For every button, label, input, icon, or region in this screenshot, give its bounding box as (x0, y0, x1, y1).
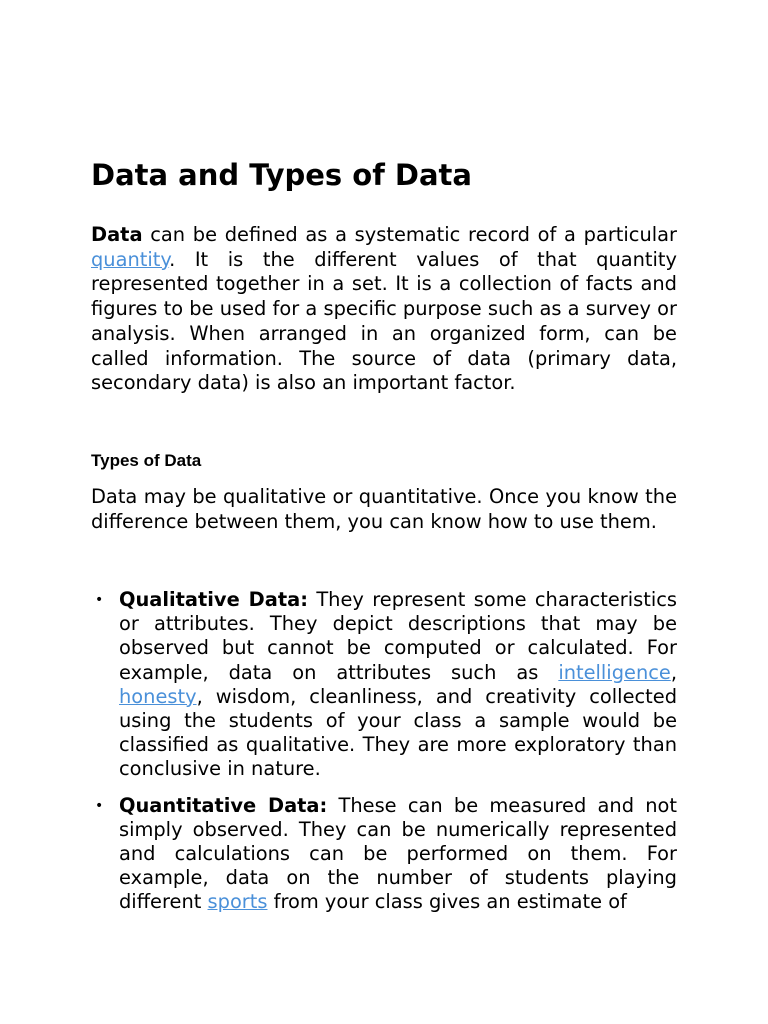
types-intro-paragraph: Data may be qualitative or quantitative. Once you know the difference between them, you can know how to use them. (91, 485, 677, 533)
qualitative-text-1: They represent some characteristics or attributes. They depict descriptions that may be observed but cannot be computed or calculated. For example, data on attributes such as (119, 588, 677, 684)
page-title: Data and Types of Data (91, 158, 472, 192)
sports-link[interactable]: sports (207, 890, 268, 914)
bullet-icon: • (95, 592, 104, 608)
intro-text-after-link: . It is the different values of that quantity represented together in a set. It is a collection of facts and figures to be used for a specific purpose such as a survey or analysis. When arranged in an organized form, can be called information. The source of data (primary data, secondary data) is also an important factor. (91, 247, 677, 395)
intro-paragraph (91, 223, 677, 396)
intro-lead-bold: Data (91, 223, 143, 246)
list-item-quantitative (91, 794, 677, 915)
quantity-link[interactable]: quantity (91, 247, 170, 271)
quantitative-label: Quantitative Data: (119, 793, 328, 817)
quantitative-text-1: These can be measured and not simply observed. They can be numerically represented and calculations can be performed on them. For example, data on the number of students playing different (119, 793, 678, 914)
qualitative-separator: , (670, 660, 677, 684)
qualitative-label: Qualitative Data: (119, 588, 308, 611)
types-list (91, 588, 677, 915)
bullet-icon: • (95, 797, 104, 814)
honesty-link[interactable]: honesty (119, 684, 197, 708)
types-heading: Types of Data (91, 451, 202, 470)
list-item-qualitative (91, 588, 677, 782)
intelligence-link[interactable]: intelligence (558, 660, 671, 684)
quantitative-text-2: from your class gives an estimate of (267, 890, 627, 914)
intro-text-before-link: can be defined as a systematic record of a particular (142, 223, 677, 246)
qualitative-text-2: , wisdom, cleanliness, and creativity collected using the students of your class a sample would be classified as qualitative. They are more exploratory than conclusive in nature. (119, 684, 677, 781)
